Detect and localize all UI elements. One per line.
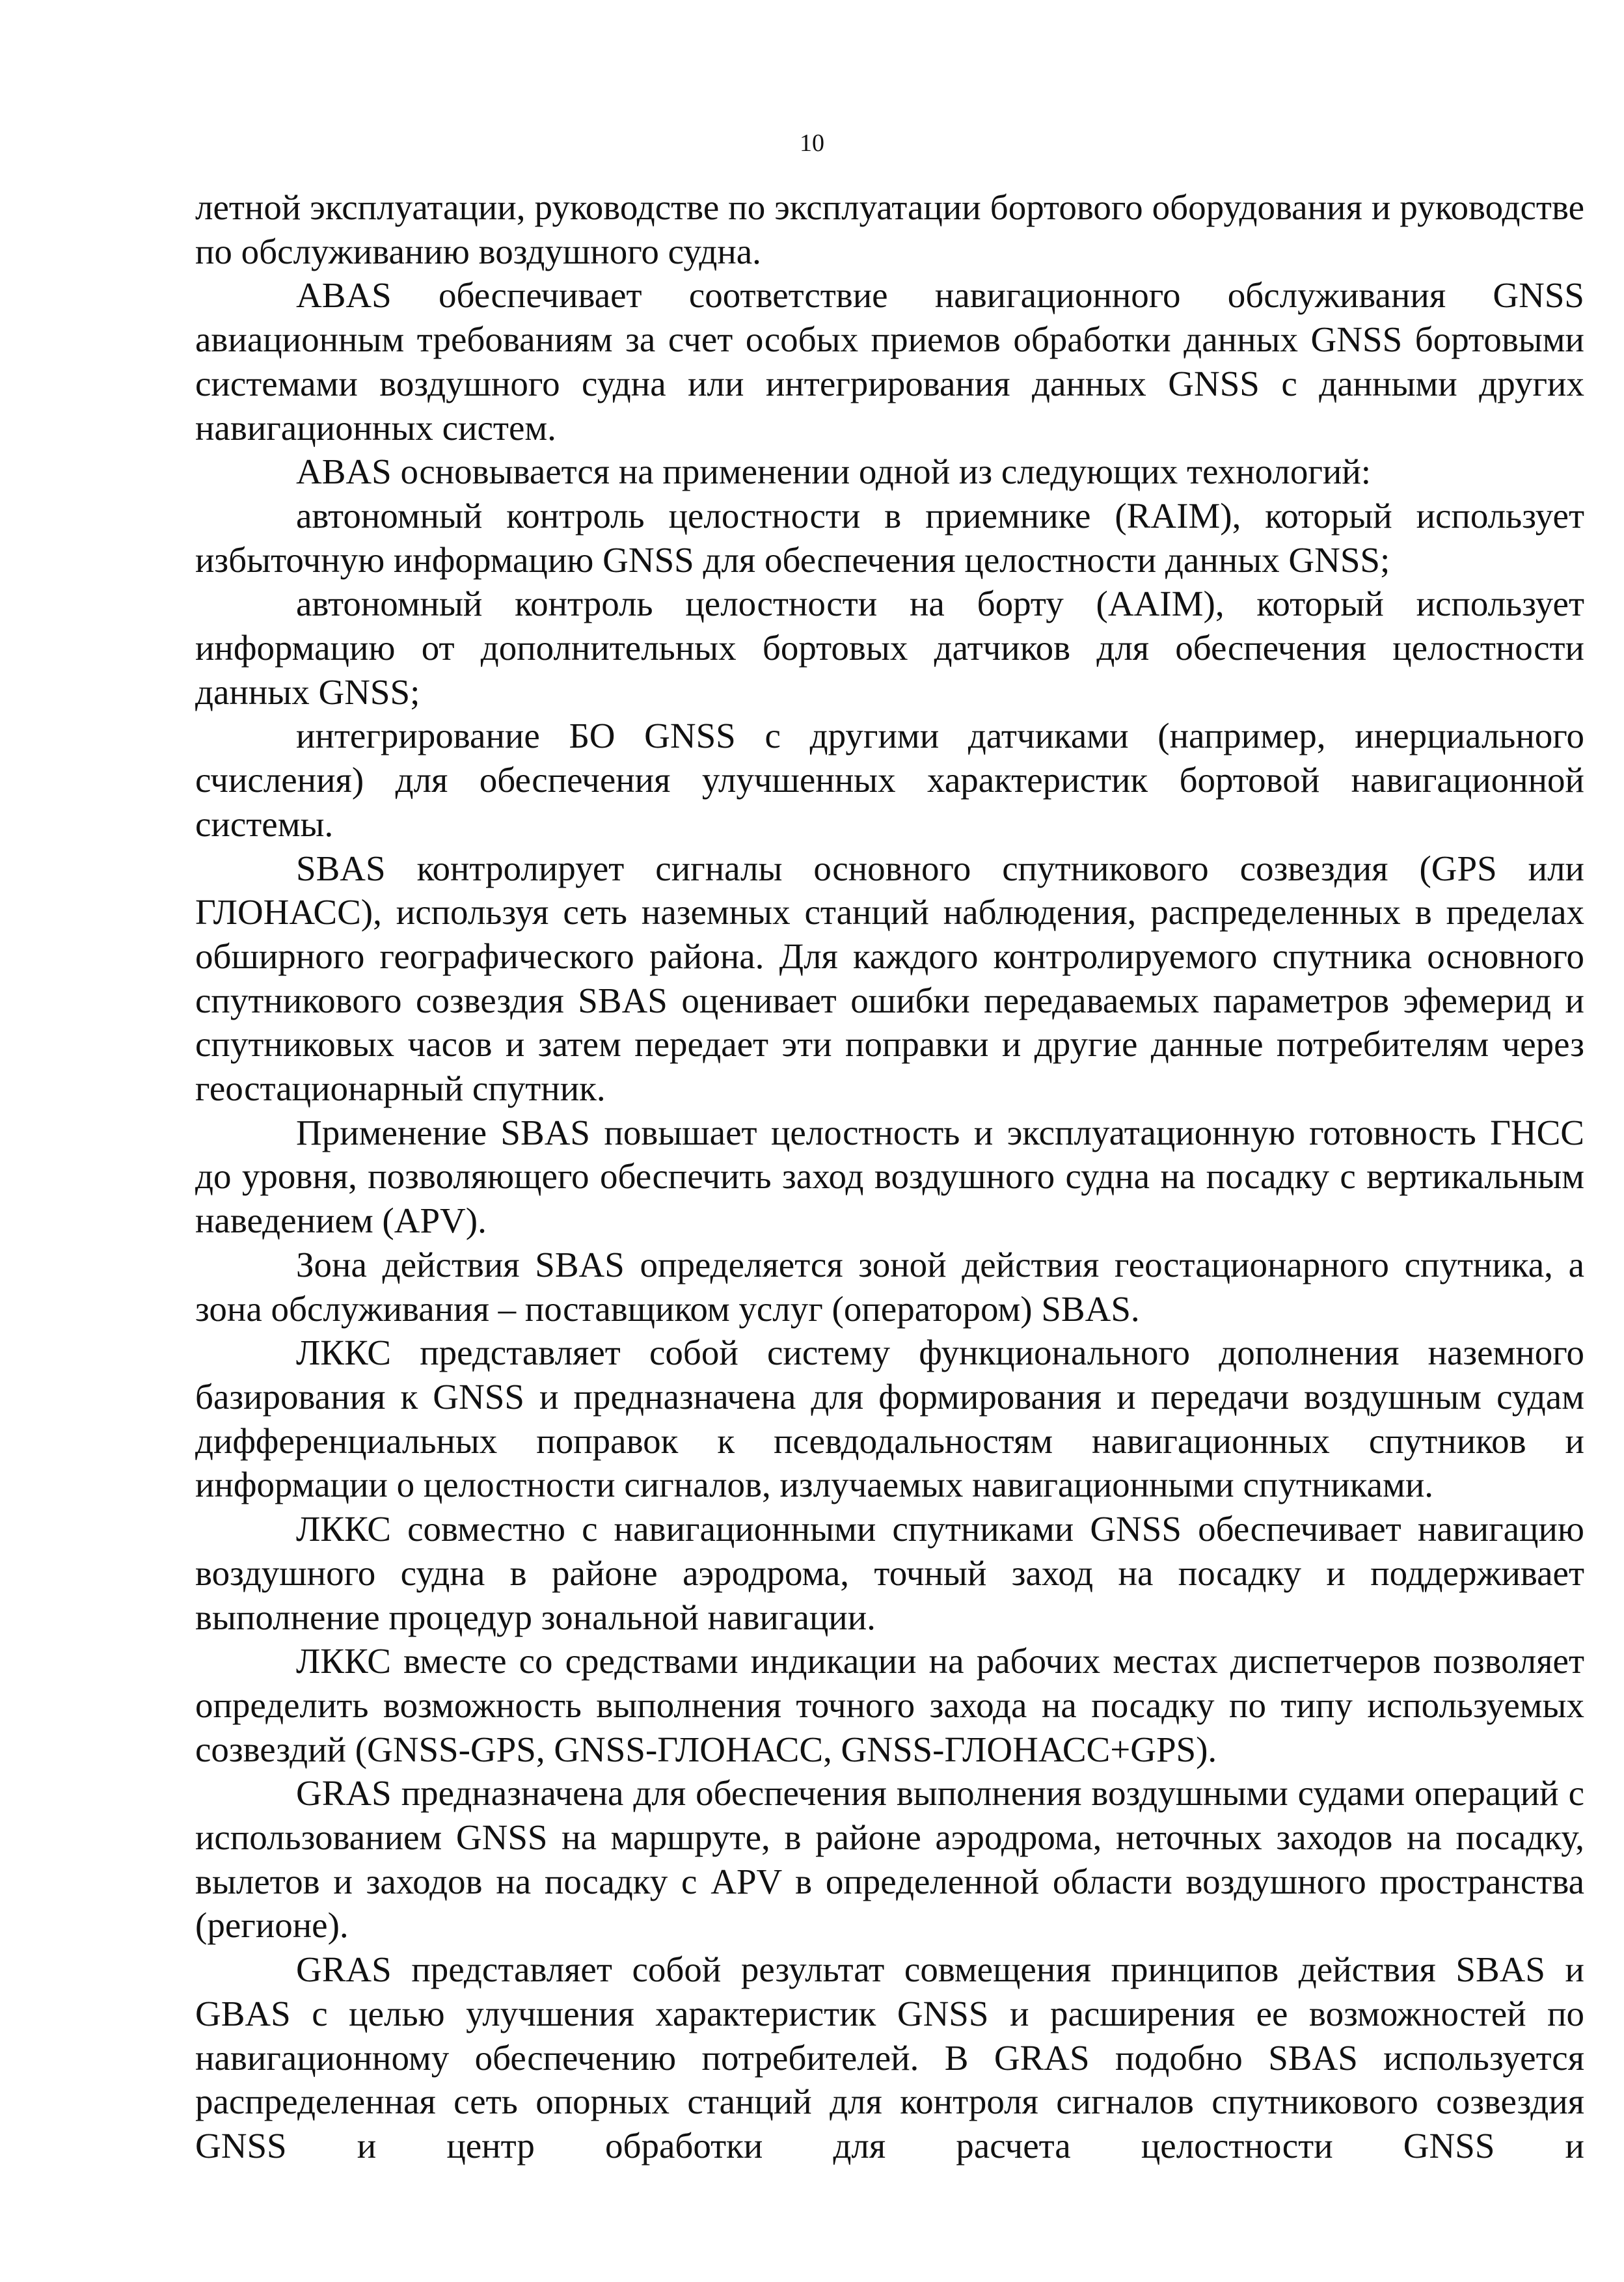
paragraph-sbas-coverage: Зона действия SBAS определяется зоной действия геостационарного спутника, а зона обслуживания – поставщиком услуг (оператором) SBAS. [195, 1244, 1584, 1329]
list-item-integration: интегрирование БО GNSS с другими датчиками (например, инерциального счисления) для обеспечения улучшенных характеристик бортовой навигационной системы. [195, 716, 1584, 844]
paragraph-sbas-control: SBAS контролирует сигналы основного спутникового созвездия (GPS или ГЛОНАСС), используя сеть наземных станций наблюдения, распределенных в пределах обширного географического района. Для каждого контролируемого спутника основного спутникового созвездия SBAS оценивает ошибки передаваемых параметров эфемерид и спутниковых часов и затем передает эти поправки и другие данные потребителям через геостационарный спутник. [195, 848, 1584, 1109]
paragraph-lkks-definition: ЛККС представляет собой систему функционального дополнения наземного базирования к GNSS и предназначена для формирования и передачи воздушным судам дифференциальных поправок к псевдодальностям навигационных спутников и информации о целостности сигналов, излучаемых навигационными спутниками. [195, 1333, 1584, 1505]
document-body [195, 185, 1584, 2168]
page-number: 10 [800, 129, 824, 157]
paragraph-continuation: летной эксплуатации, руководстве по эксплуатации бортового оборудования и руководстве по обслуживанию воздушного судна. [195, 187, 1584, 271]
list-item-aaim: автономный контроль целостности на борту (AAIM), который использует информацию от дополнительных бортовых датчиков для обеспечения целостности данных GNSS; [195, 584, 1584, 712]
paragraph-lkks-navigation: ЛККС совместно с навигационными спутниками GNSS обеспечивает навигацию воздушного судна в районе аэродрома, точный заход на посадку и поддерживает выполнение процедур зональной навигации. [195, 1509, 1584, 1637]
paragraph-abas-purpose: ABAS обеспечивает соответствие навигационного обслуживания GNSS авиационным требованиям за счет особых приемов обработки данных GNSS бортовыми системами воздушного судна или интегрирования данных GNSS с данными других навигационных систем. [195, 275, 1584, 448]
paragraph-lkks-indication: ЛККС вместе со средствами индикации на рабочих местах диспетчеров позволяет определить возможность выполнения точного захода на посадку по типу используемых созвездий (GNSS-GPS, GNSS-ГЛОНАСС, GNSS-ГЛОНАСС+GPS). [195, 1641, 1584, 1769]
list-item-raim: автономный контроль целостности в приемнике (RAIM), который использует избыточную информацию GNSS для обеспечения целостности данных GNSS; [195, 495, 1584, 580]
paragraph-gras-principles: GRAS представляет собой результат совмещения принципов действия SBAS и GBAS с целью улучшения характеристик GNSS и расширения ее возможностей по навигационному обеспечению потребителей. В GRAS подобно SBAS используется распределенная сеть опорных станций для контроля сигналов спутникового созвездия GNSS и центр обработки для расчета целостности GNSS и [195, 1949, 1584, 2166]
paragraph-abas-technologies: ABAS основывается на применении одной из следующих технологий: [296, 452, 1372, 492]
paragraph-gras-purpose: GRAS предназначена для обеспечения выполнения воздушными судами операций с использованием GNSS на маршруте, в районе аэродрома, неточных заходов на посадку, вылетов и заходов на посадку с APV в определенной области воздушного пространства (регионе). [195, 1773, 1584, 1946]
paragraph-sbas-application: Применение SBAS повышает целостность и эксплуатационную готовность ГНСС до уровня, позволяющего обеспечить заход воздушного судна на посадку с вертикальным наведением (APV). [195, 1112, 1584, 1241]
